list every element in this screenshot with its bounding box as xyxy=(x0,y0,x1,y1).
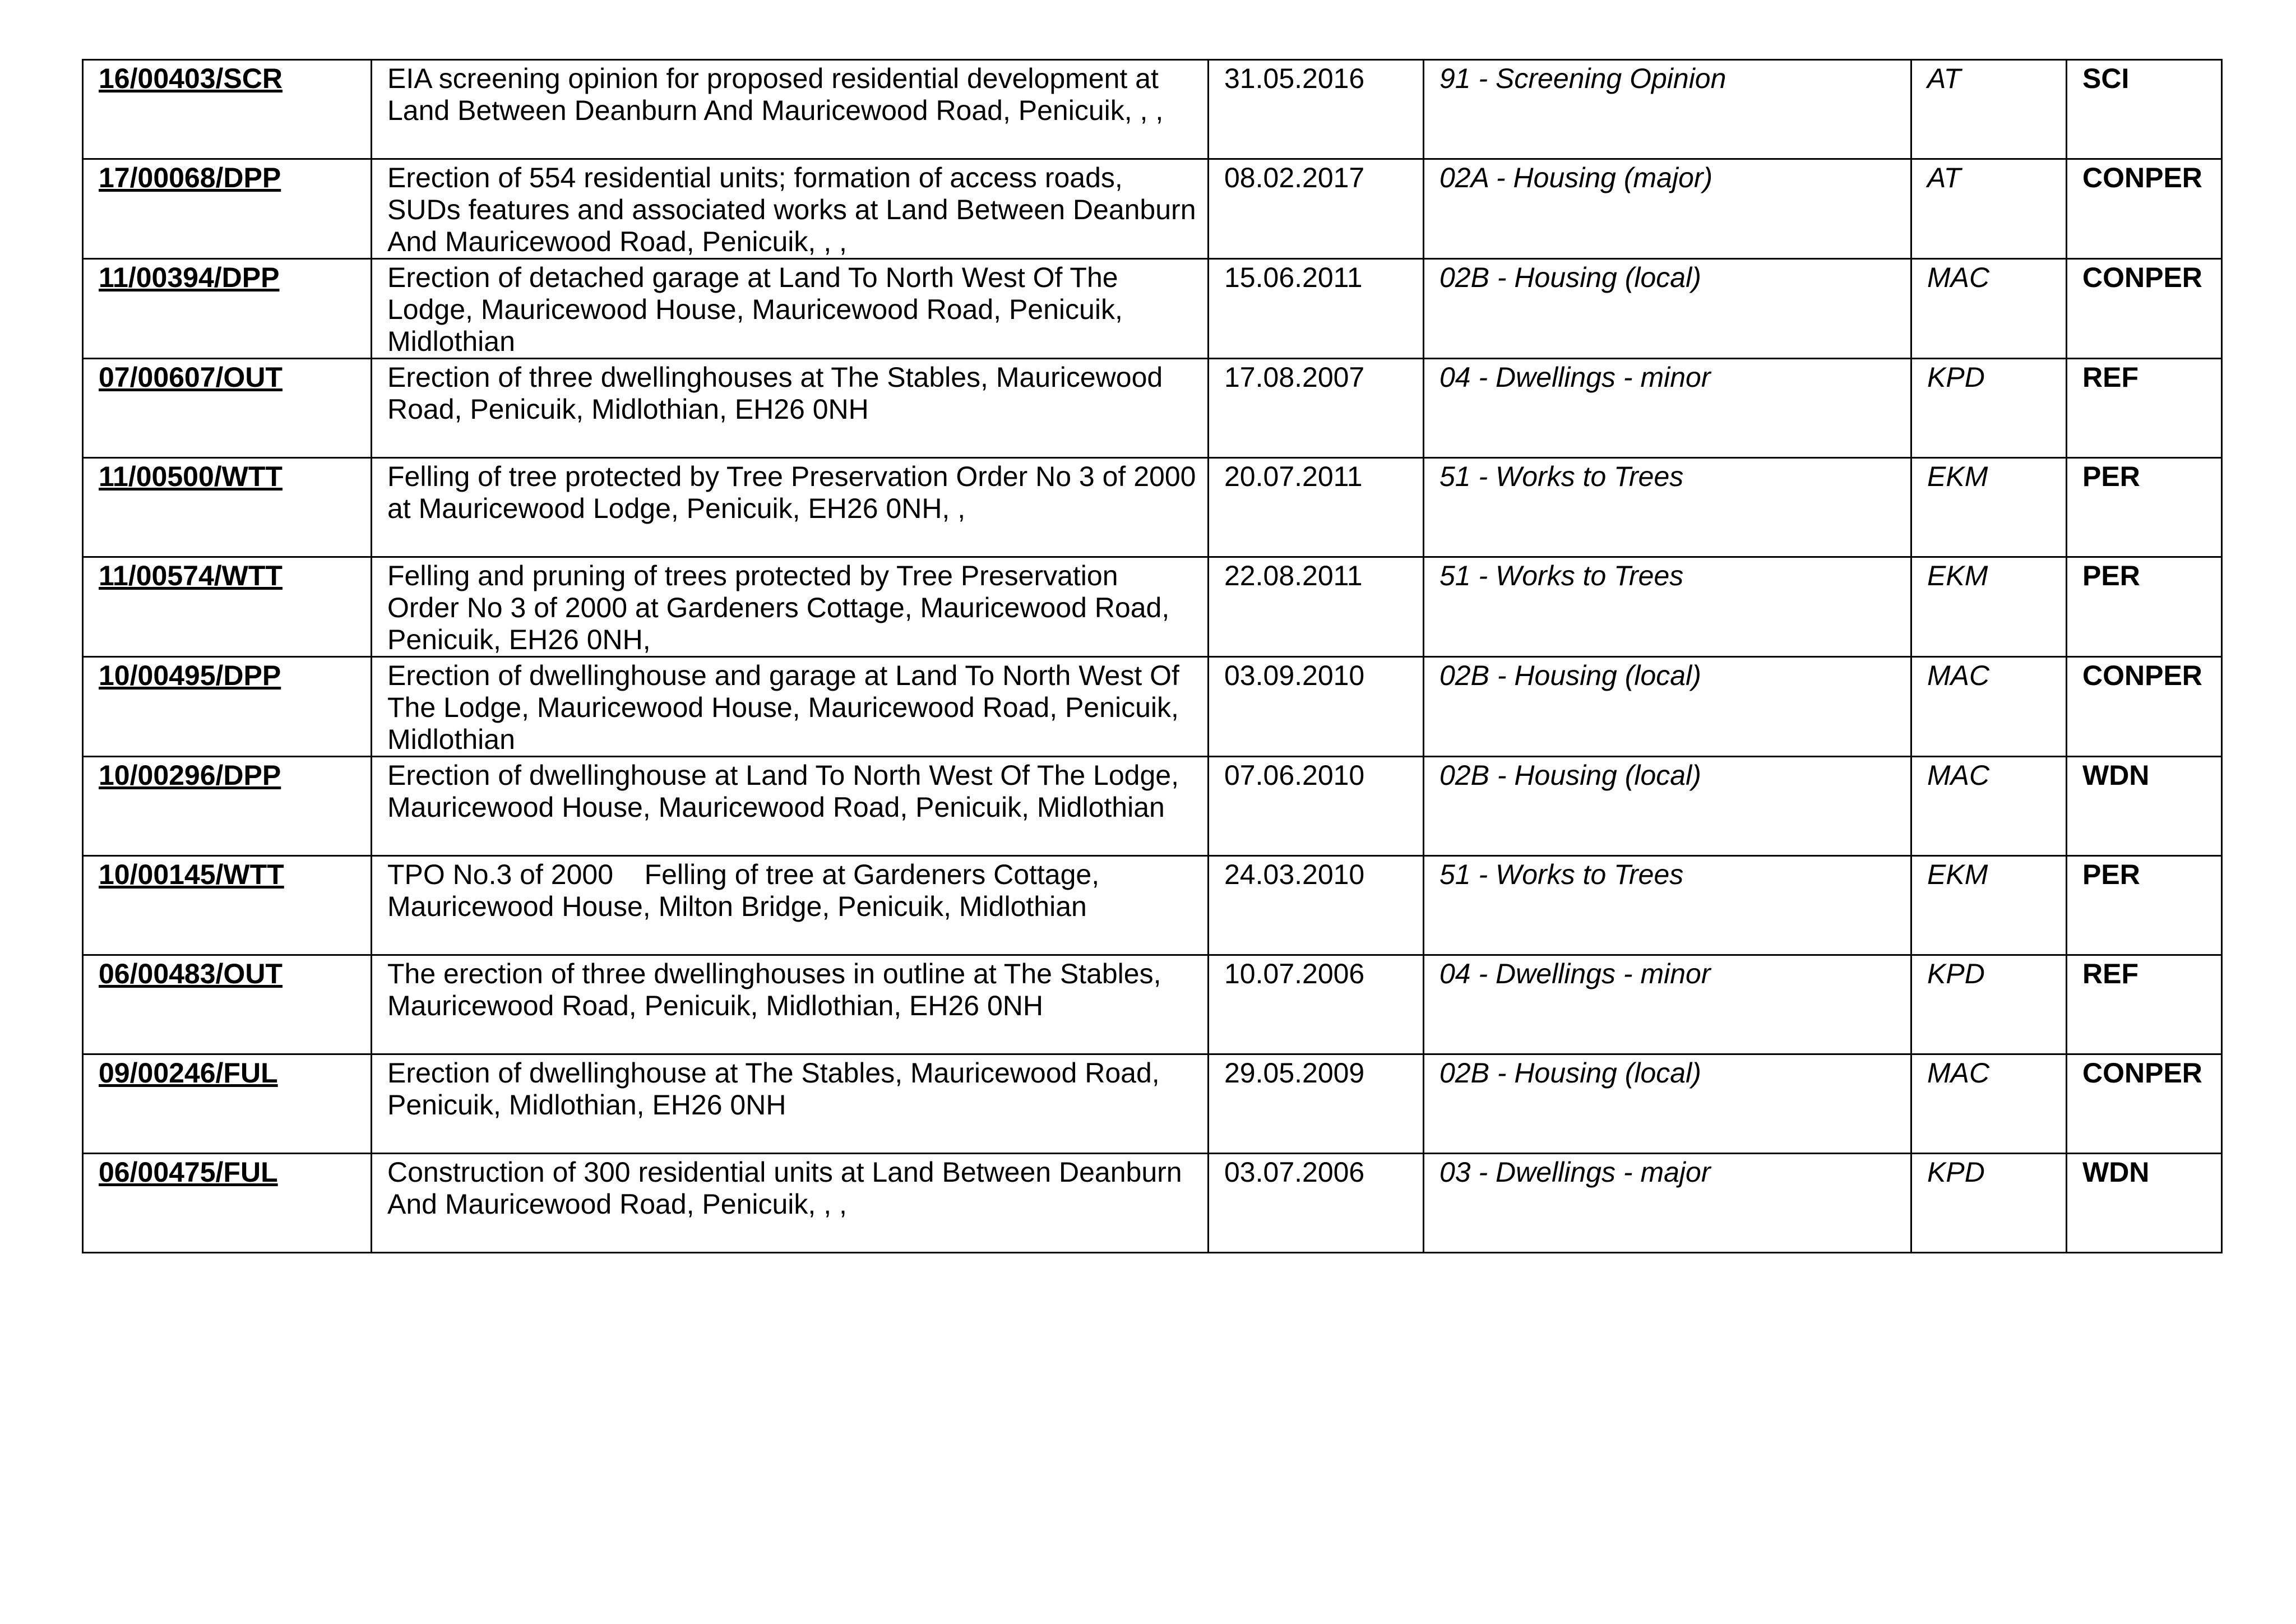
table-cell-description xyxy=(372,557,1209,657)
table-cell-ref xyxy=(83,259,372,359)
application-type: 04 - Dwellings - minor xyxy=(1439,362,1711,393)
application-description: EIA screening opinion for proposed residential development at Land Between Deanburn And Mauricewood Road, Penicuik, , , xyxy=(387,63,1166,126)
table-cell-date xyxy=(1209,60,1424,159)
application-description: Construction of 300 residential units at Land Between Deanburn And Mauricewood Road, Penicuik, , , xyxy=(387,1156,1188,1220)
table-cell-date xyxy=(1209,1054,1424,1154)
application-description: Erection of dwellinghouse and garage at Land To North West Of The Lodge, Mauricewood House, Mauricewood Road, Penicuik, Midlothian xyxy=(387,660,1187,755)
application-date: 31.05.2016 xyxy=(1224,63,1365,94)
case-officer: EKM xyxy=(1927,560,1988,591)
table-row xyxy=(83,757,2222,856)
application-type: 02B - Housing (local) xyxy=(1439,262,1701,293)
decision-code: WDN xyxy=(2082,1156,2150,1188)
table-cell-officer xyxy=(1911,359,2067,458)
table-row xyxy=(83,657,2222,757)
table-cell-type xyxy=(1424,557,1911,657)
application-ref-link[interactable]: 11/00500/WTT xyxy=(99,461,283,492)
table-cell-decision xyxy=(2067,955,2222,1054)
table-cell-description xyxy=(372,458,1209,557)
case-officer: MAC xyxy=(1927,760,1990,791)
table-cell-officer xyxy=(1911,60,2067,159)
decision-code: WDN xyxy=(2082,760,2150,791)
table-cell-date xyxy=(1209,955,1424,1054)
table-row xyxy=(83,955,2222,1054)
application-description: The erection of three dwellinghouses in outline at The Stables, Mauricewood Road, Penicuik, Midlothian, EH26 0NH xyxy=(387,958,1169,1021)
table-cell-ref xyxy=(83,856,372,955)
table-cell-description xyxy=(372,259,1209,359)
table-cell-date xyxy=(1209,557,1424,657)
table-cell-ref xyxy=(83,757,372,856)
table-cell-officer xyxy=(1911,259,2067,359)
table-cell-ref xyxy=(83,955,372,1054)
table-cell-description xyxy=(372,359,1209,458)
table-cell-date xyxy=(1209,856,1424,955)
case-officer: KPD xyxy=(1927,362,1985,393)
table-cell-officer xyxy=(1911,657,2067,757)
application-date: 10.07.2006 xyxy=(1224,958,1365,989)
application-description: Erection of dwellinghouse at The Stables, Mauricewood Road, Penicuik, Midlothian, EH26 0NH xyxy=(387,1057,1168,1121)
application-description: TPO No.3 of 2000 Felling of tree at Gardeners Cottage, Mauricewood House, Milton Bridge, Penicuik, Midlothian xyxy=(387,859,1108,922)
table-cell-ref xyxy=(83,60,372,159)
application-type: 04 - Dwellings - minor xyxy=(1439,958,1711,989)
decision-code: CONPER xyxy=(2082,1057,2202,1089)
table-cell-date xyxy=(1209,458,1424,557)
table-cell-type xyxy=(1424,757,1911,856)
application-ref-link[interactable]: 16/00403/SCR xyxy=(99,63,283,94)
application-date: 17.08.2007 xyxy=(1224,362,1365,393)
application-ref-link[interactable]: 06/00483/OUT xyxy=(99,958,283,989)
table-cell-ref xyxy=(83,159,372,259)
table-cell-decision xyxy=(2067,757,2222,856)
case-officer: EKM xyxy=(1927,859,1988,890)
table-cell-type xyxy=(1424,259,1911,359)
table-cell-decision xyxy=(2067,60,2222,159)
table-cell-decision xyxy=(2067,159,2222,259)
application-type: 51 - Works to Trees xyxy=(1439,859,1684,890)
table-row xyxy=(83,159,2222,259)
table-cell-decision xyxy=(2067,359,2222,458)
application-date: 15.06.2011 xyxy=(1224,262,1363,293)
table-cell-decision xyxy=(2067,856,2222,955)
table-cell-description xyxy=(372,657,1209,757)
table-cell-officer xyxy=(1911,159,2067,259)
decision-code: REF xyxy=(2082,958,2138,989)
table-cell-date xyxy=(1209,159,1424,259)
table-cell-type xyxy=(1424,1054,1911,1154)
case-officer: MAC xyxy=(1927,1057,1990,1089)
application-description: Erection of detached garage at Land To North West Of The Lodge, Mauricewood House, Mauricewood Road, Penicuik, Midlothian xyxy=(387,262,1131,357)
case-officer: KPD xyxy=(1927,1156,1985,1188)
decision-code: REF xyxy=(2082,362,2138,393)
application-ref-link[interactable]: 17/00068/DPP xyxy=(99,162,281,193)
table-cell-decision xyxy=(2067,557,2222,657)
application-description: Erection of dwellinghouse at Land To North West Of The Lodge, Mauricewood House, Mauricewood Road, Penicuik, Midlothian xyxy=(387,760,1187,823)
application-type: 51 - Works to Trees xyxy=(1439,461,1684,492)
decision-code: SCI xyxy=(2082,63,2130,94)
case-officer: AT xyxy=(1927,162,1961,193)
table-cell-officer xyxy=(1911,856,2067,955)
table-cell-ref xyxy=(83,557,372,657)
table-cell-date xyxy=(1209,657,1424,757)
table-cell-type xyxy=(1424,955,1911,1054)
case-officer: MAC xyxy=(1927,262,1990,293)
table-cell-type xyxy=(1424,657,1911,757)
table-cell-date xyxy=(1209,259,1424,359)
table-body xyxy=(83,60,2222,1253)
application-date: 03.07.2006 xyxy=(1224,1156,1365,1188)
application-description: Felling and pruning of trees protected by Tree Preservation Order No 3 of 2000 at Gardeners Cottage, Mauricewood Road, Penicuik, EH26 0NH, xyxy=(387,560,1178,655)
application-date: 08.02.2017 xyxy=(1224,162,1365,193)
application-date: 29.05.2009 xyxy=(1224,1057,1365,1089)
decision-code: CONPER xyxy=(2082,660,2202,691)
table-row xyxy=(83,557,2222,657)
table-cell-officer xyxy=(1911,757,2067,856)
decision-code: PER xyxy=(2082,461,2140,492)
table-cell-ref xyxy=(83,359,372,458)
application-description: Erection of 554 residential units; formation of access roads, SUDs features and associated works at Land Between Deanburn And Mauricewood Road, Penicuik, , , xyxy=(387,162,1202,257)
application-date: 07.06.2010 xyxy=(1224,760,1365,791)
table-cell-description xyxy=(372,757,1209,856)
table-cell-description xyxy=(372,1054,1209,1154)
table-cell-type xyxy=(1424,1154,1911,1253)
application-date: 03.09.2010 xyxy=(1224,660,1365,691)
table-cell-date xyxy=(1209,757,1424,856)
decision-code: CONPER xyxy=(2082,262,2202,293)
table-cell-type xyxy=(1424,159,1911,259)
table-cell-ref xyxy=(83,657,372,757)
application-type: 02B - Housing (local) xyxy=(1439,760,1701,791)
table-cell-officer xyxy=(1911,1154,2067,1253)
application-ref-link[interactable]: 11/00394/DPP xyxy=(99,262,280,293)
table-cell-type xyxy=(1424,359,1911,458)
table-row xyxy=(83,1154,2222,1253)
table-cell-description xyxy=(372,955,1209,1054)
table-cell-officer xyxy=(1911,557,2067,657)
table-row xyxy=(83,359,2222,458)
application-type: 02B - Housing (local) xyxy=(1439,1057,1701,1089)
table-cell-date xyxy=(1209,359,1424,458)
table-cell-ref xyxy=(83,458,372,557)
table-cell-ref xyxy=(83,1154,372,1253)
application-ref-link[interactable]: 10/00296/DPP xyxy=(99,760,281,791)
table-cell-type xyxy=(1424,458,1911,557)
case-officer: EKM xyxy=(1927,461,1988,492)
table-cell-type xyxy=(1424,856,1911,955)
application-date: 22.08.2011 xyxy=(1224,560,1363,591)
table-row xyxy=(83,60,2222,159)
table-cell-decision xyxy=(2067,458,2222,557)
application-type: 02A - Housing (major) xyxy=(1439,162,1713,193)
table-cell-date xyxy=(1209,1154,1424,1253)
table-row xyxy=(83,856,2222,955)
table-cell-decision xyxy=(2067,1154,2222,1253)
application-type: 03 - Dwellings - major xyxy=(1439,1156,1711,1188)
table-row xyxy=(83,1054,2222,1154)
application-type: 51 - Works to Trees xyxy=(1439,560,1684,591)
decision-code: PER xyxy=(2082,560,2140,591)
application-type: 91 - Screening Opinion xyxy=(1439,63,1726,94)
case-officer: MAC xyxy=(1927,660,1990,691)
case-officer: KPD xyxy=(1927,958,1985,989)
application-ref-link[interactable]: 09/00246/FUL xyxy=(99,1057,278,1089)
decision-code: CONPER xyxy=(2082,162,2202,193)
table-cell-ref xyxy=(83,1054,372,1154)
table-cell-decision xyxy=(2067,657,2222,757)
application-type: 02B - Housing (local) xyxy=(1439,660,1701,691)
application-description: Felling of tree protected by Tree Preservation Order No 3 of 2000 at Mauricewood Lodge, Penicuik, EH26 0NH, , xyxy=(387,461,1204,524)
table-cell-description xyxy=(372,159,1209,259)
application-ref-link[interactable]: 10/00145/WTT xyxy=(99,859,284,890)
table-cell-description xyxy=(372,1154,1209,1253)
application-ref-link[interactable]: 11/00574/WTT xyxy=(99,560,283,591)
table-cell-description xyxy=(372,856,1209,955)
table-cell-type xyxy=(1424,60,1911,159)
application-ref-link[interactable]: 07/00607/OUT xyxy=(99,362,283,393)
table-cell-officer xyxy=(1911,955,2067,1054)
table-cell-description xyxy=(372,60,1209,159)
application-ref-link[interactable]: 10/00495/DPP xyxy=(99,660,281,691)
table-row xyxy=(83,259,2222,359)
table-cell-officer xyxy=(1911,1054,2067,1154)
table-cell-officer xyxy=(1911,458,2067,557)
decision-code: PER xyxy=(2082,859,2140,890)
application-description: Erection of three dwellinghouses at The Stables, Mauricewood Road, Penicuik, Midlothian, EH26 0NH xyxy=(387,362,1171,425)
application-date: 20.07.2011 xyxy=(1224,461,1363,492)
planning-applications-table xyxy=(82,59,2223,1253)
table-row xyxy=(83,458,2222,557)
application-ref-link[interactable]: 06/00475/FUL xyxy=(99,1156,278,1188)
table-cell-decision xyxy=(2067,259,2222,359)
application-date: 24.03.2010 xyxy=(1224,859,1365,890)
table-cell-decision xyxy=(2067,1054,2222,1154)
case-officer: AT xyxy=(1927,63,1961,94)
